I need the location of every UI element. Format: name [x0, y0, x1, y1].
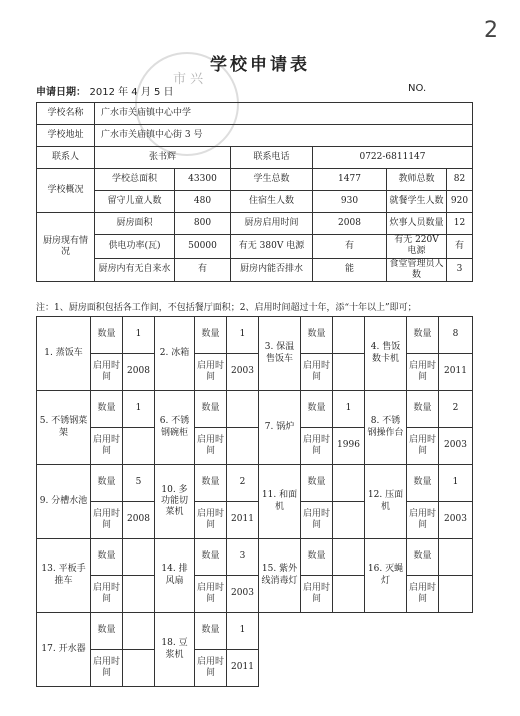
start-year-value: 2008 [123, 502, 155, 539]
equipment-table [36, 316, 473, 687]
v380-value: 有 [313, 235, 387, 259]
equipment-name: 18. 豆浆机 [155, 613, 195, 687]
teachers-value: 82 [447, 169, 473, 191]
quantity-label: 数量 [91, 539, 123, 576]
quantity-label: 数量 [407, 465, 439, 502]
v380-label: 有无 380V 电源 [231, 235, 313, 259]
quantity-value [439, 539, 473, 576]
contact-label: 联系人 [37, 147, 95, 169]
equipment-name: 2. 冰箱 [155, 317, 195, 391]
start-year-value: 2011 [227, 502, 259, 539]
equipment-name: 8. 不锈钢操作台 [365, 391, 407, 465]
start-year-label: 启用时间 [195, 576, 227, 613]
quantity-value: 8 [439, 317, 473, 354]
equipment-name: 7. 锅炉 [259, 391, 301, 465]
quantity-value [333, 539, 365, 576]
start-year-value [227, 428, 259, 465]
start-year-value [439, 576, 473, 613]
start-year-label: 启用时间 [91, 428, 123, 465]
equipment-name: 9. 分槽水池 [37, 465, 91, 539]
cook-staff-value: 12 [447, 213, 473, 235]
apply-date-line [36, 83, 174, 98]
kitchen-area-label: 厨房面积 [95, 213, 175, 235]
start-year-value: 1996 [333, 428, 365, 465]
seal-text: 市 兴 [173, 72, 204, 87]
start-year-label: 启用时间 [195, 650, 227, 687]
equipment-name: 4. 售饭数卡机 [365, 317, 407, 391]
quantity-label: 数量 [301, 465, 333, 502]
apply-date-value: 2012 年 4 月 5 日 [89, 87, 174, 98]
overview-label: 学校概况 [37, 169, 95, 213]
start-year-value: 2011 [227, 650, 259, 687]
water-value: 有 [175, 258, 231, 282]
start-year-label: 启用时间 [195, 502, 227, 539]
equipment-name: 1. 蒸饭车 [37, 317, 91, 391]
drain-label: 厨房内能否排水 [231, 258, 313, 282]
quantity-value: 2 [439, 391, 473, 428]
quantity-value [333, 317, 365, 354]
equipment-name: 6. 不锈钢碗柜 [155, 391, 195, 465]
equipment-name: 5. 不锈钢菜架 [37, 391, 91, 465]
start-year-label: 启用时间 [195, 428, 227, 465]
area-label: 学校总面积 [95, 169, 175, 191]
dining-label: 就餐学生人数 [387, 191, 447, 213]
start-year-value [333, 502, 365, 539]
start-year-value [123, 650, 155, 687]
students-value: 1477 [313, 169, 387, 191]
form-note: 注：1、厨房面积包括各工作间，不包括餐厅面积；2、启用时间超过十年，添“十年以上”即可； [36, 303, 417, 313]
equipment-name: 15. 紫外线消毒灯 [259, 539, 301, 613]
start-year-value [333, 354, 365, 391]
quantity-value [333, 465, 365, 502]
quantity-label: 数量 [301, 317, 333, 354]
quantity-label: 数量 [195, 465, 227, 502]
equipment-name: 3. 保温售饭车 [259, 317, 301, 391]
quantity-value: 1 [123, 317, 155, 354]
start-year-label: 启用时间 [195, 354, 227, 391]
quantity-label: 数量 [91, 465, 123, 502]
water-label: 厨房内有无自来水 [95, 258, 175, 282]
start-year-label: 启用时间 [91, 354, 123, 391]
start-year-value [123, 428, 155, 465]
quantity-label: 数量 [195, 539, 227, 576]
quantity-value: 1 [333, 391, 365, 428]
start-year-label: 启用时间 [91, 576, 123, 613]
power-value: 50000 [175, 235, 231, 259]
quantity-label: 数量 [91, 317, 123, 354]
school-name-value: 广水市关庙镇中心中学 [95, 103, 473, 125]
quantity-label: 数量 [195, 391, 227, 428]
apply-date-label: 申请日期： [36, 87, 86, 98]
start-year-label: 启用时间 [407, 354, 439, 391]
quantity-label: 数量 [195, 613, 227, 650]
power-label: 供电功率(瓦) [95, 235, 175, 259]
start-year-label: 启用时间 [407, 502, 439, 539]
quantity-value: 5 [123, 465, 155, 502]
equipment-name: 11. 和面机 [259, 465, 301, 539]
phone-label: 联系电话 [231, 147, 313, 169]
kitchen-area-value: 800 [175, 213, 231, 235]
quantity-label: 数量 [195, 317, 227, 354]
quantity-value: 1 [439, 465, 473, 502]
quantity-value: 1 [227, 317, 259, 354]
start-year-label: 启用时间 [91, 502, 123, 539]
quantity-value [123, 613, 155, 650]
students-label: 学生总数 [231, 169, 313, 191]
start-year-value: 2011 [439, 354, 473, 391]
start-year-label: 启用时间 [301, 428, 333, 465]
quantity-value [123, 539, 155, 576]
kitchen-start-label: 厨房启用时间 [231, 213, 313, 235]
left-behind-label: 留守儿童人数 [95, 191, 175, 213]
quantity-label: 数量 [407, 539, 439, 576]
form-number-label: NO. [408, 83, 427, 94]
equipment-name: 14. 排风扇 [155, 539, 195, 613]
area-value: 43300 [175, 169, 231, 191]
quantity-label: 数量 [407, 391, 439, 428]
start-year-value [123, 576, 155, 613]
canteen-admin-value: 3 [447, 258, 473, 282]
equipment-name: 13. 平板手推车 [37, 539, 91, 613]
phone-value: 0722-6811147 [313, 147, 473, 169]
form-title: 学校申请表 [210, 55, 310, 75]
quantity-value: 3 [227, 539, 259, 576]
canteen-admin-label: 食堂管理员人数 [387, 258, 447, 282]
cook-staff-label: 炊事人员数量 [387, 213, 447, 235]
school-info-table [36, 102, 473, 282]
start-year-value: 2003 [439, 428, 473, 465]
start-year-label: 启用时间 [91, 650, 123, 687]
start-year-label: 启用时间 [407, 428, 439, 465]
school-name-label: 学校名称 [37, 103, 95, 125]
start-year-value [333, 576, 365, 613]
drain-value: 能 [313, 258, 387, 282]
start-year-value: 2003 [439, 502, 473, 539]
equipment-name: 16. 灭蝇灯 [365, 539, 407, 613]
dining-value: 920 [447, 191, 473, 213]
contact-name: 张书辉 [95, 147, 231, 169]
start-year-label: 启用时间 [301, 502, 333, 539]
quantity-value: 1 [123, 391, 155, 428]
boarding-value: 930 [313, 191, 387, 213]
equipment-name: 12. 压面机 [365, 465, 407, 539]
start-year-label: 启用时间 [407, 576, 439, 613]
quantity-value: 1 [227, 613, 259, 650]
v220-label: 有无 220V 电源 [387, 235, 447, 259]
boarding-label: 住宿生人数 [231, 191, 313, 213]
equipment-name: 17. 开水器 [37, 613, 91, 687]
quantity-value: 2 [227, 465, 259, 502]
kitchen-start-value: 2008 [313, 213, 387, 235]
kitchen-label: 厨房现有情况 [37, 213, 95, 282]
quantity-label: 数量 [407, 317, 439, 354]
quantity-label: 数量 [91, 613, 123, 650]
teachers-label: 教师总数 [387, 169, 447, 191]
quantity-label: 数量 [91, 391, 123, 428]
school-address-value: 广水市关庙镇中心街 3 号 [95, 125, 473, 147]
start-year-label: 启用时间 [301, 354, 333, 391]
page-number-mark: 2 [484, 18, 498, 43]
start-year-label: 启用时间 [301, 576, 333, 613]
start-year-value: 2008 [123, 354, 155, 391]
left-behind-value: 480 [175, 191, 231, 213]
start-year-value: 2003 [227, 354, 259, 391]
equipment-name: 10. 多功能切菜机 [155, 465, 195, 539]
quantity-label: 数量 [301, 391, 333, 428]
start-year-value: 2003 [227, 576, 259, 613]
school-address-label: 学校地址 [37, 125, 95, 147]
v220-value: 有 [447, 235, 473, 259]
quantity-label: 数量 [301, 539, 333, 576]
quantity-value [227, 391, 259, 428]
